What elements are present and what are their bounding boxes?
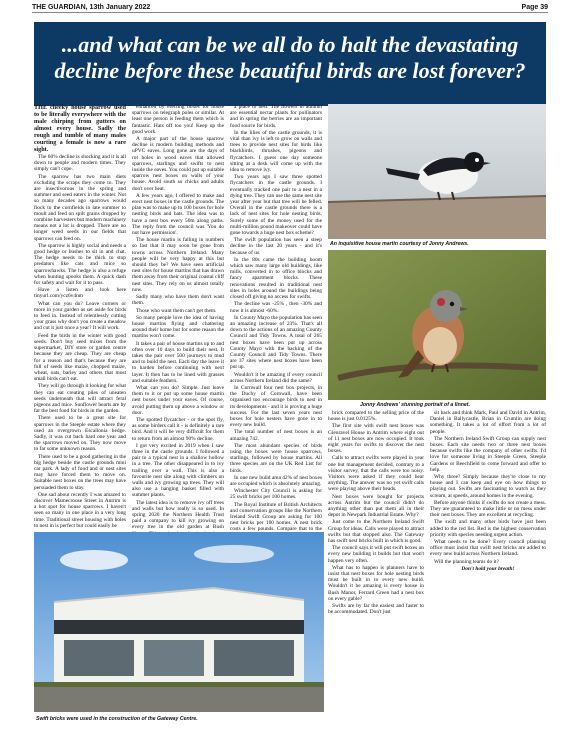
article-paragraph: a place to nest. The flowers in autumn are essential nectar plants for pollinators and in spring the berries are an important food source for birds. — [230, 104, 322, 129]
article-paragraph: They will go through it looking for what they can eat creating piles of uneaten seeds underneath that will attract feral pigeons and mice. Sunflower hearts are by far the best food for birds in the garden. — [34, 383, 126, 415]
article-column-4 — [328, 410, 424, 710]
article-paragraph: Have a listen and look here tinyurl.com/ycz6v4nm — [34, 287, 126, 300]
article-paragraph: The first site with swift nest boxes was Glenravel House in Antrim where eight out of 11 nest boxes are now occupied. It took eight years for swifts to discover the nest boxes. — [328, 423, 424, 455]
article-paragraph: Wouldn't it be amazing if every council across Northern Ireland did the same? — [230, 371, 322, 384]
masthead-paper: THE GUARDIAN, 13th January 2022 — [32, 3, 151, 11]
article-paragraph: Will the planning teams do it? — [434, 558, 499, 565]
article-paragraph: The swift and many other birds have just been added to the red list. Red is the highest conservation priority with species needing urgent action. — [430, 519, 546, 538]
article-paragraph: The spotted flycatcher - or the spot fly, as some birders call it - is definitely a rare bird. And it will be very difficult for them to return from an almost 90% decline. — [132, 416, 224, 442]
article-paragraph: The 60% decline is shocking and it is all down to people and modern times. They simply can't cope. — [34, 154, 126, 173]
article-paragraph: The Northern Ireland Swift Group can supply nest boxes. Each site needs two or three nest boxes because swifts like the company of other swifts. I'd love for someone living in Steeple Green, Steeple Gardens or Beechfield to come forward and offer to help. — [430, 435, 546, 473]
article-paragraph: What has to happen is planners have to insist that nest boxes for hole nesting birds must be built in to every new build. Wouldn't it be amazing is every house in Bush Manor, Ferrard Green had a nest box on every gable? — [328, 564, 424, 602]
linnet-caption: Jonny Andrews' stunning portrait of a linnet. — [360, 402, 470, 408]
article-paragraph: brick compared to the selling price of the house is just 0.0125%. — [328, 410, 424, 423]
masthead — [32, 2, 548, 13]
headline-line-1: ...and what can be we all do to halt the devastating — [61, 32, 519, 57]
article-paragraph: In the 80s came the building boom which saw many large old buildings, like mills, converted in to office blocks and fancy apartment blocks. These renovations resulted in traditional nest sites in holes around the buildings being closed off giving no access for swifts. — [230, 256, 322, 301]
article-paragraph: The swift population has seen a steep decline in the last 20 years - and it's because of us. — [230, 237, 322, 256]
article-paragraph: The most abundant species of birds using the boxes were house sparrows, starlings, followed by house martins. All three species are on the UK Red List for birds. — [230, 442, 322, 474]
headline-line-2: decline before these beautiful birds are lost forever? — [54, 58, 526, 83]
article-paragraph: The council says it will put swift boxes on every new building it builds but that won't happen very often. — [328, 545, 424, 564]
article-paragraph: So many people love the idea of having house martins flying and chattering around their home but for some reason the martins won't come. — [132, 314, 224, 340]
article-paragraph: There used to be a good gathering in the big hedge beside the castle grounds mini car park. A lady of food and or nest sites may have forced them to move on. Suitable nest boxes on the trees may have persuaded them to stay. — [34, 453, 126, 491]
article-paragraph: Swifts are by far the easiest and faster to be accommodated. Don't just — [328, 603, 424, 616]
article-paragraph: In County Mayo the population has seen an amazing increase of 23%. That's all down to the actions of an amazing County Council and Tidy Towns. A total of 265 nest boxes have been put up across County Mayo with the backing of the County Council and Tidy Towns. There are 37 sites where nest boxes have been put up. — [230, 314, 322, 371]
article-paragraph: What can you do? Simple. Just leave them to it or put up some house martin nest boxes under your eaves. Of course, avoid putting them up above a window or door. — [132, 384, 224, 416]
article-paragraph: Don't hold your breath! — [461, 565, 515, 572]
article-paragraph: Two years ago I saw three spotted flycatchers in the castle grounds. I eventually tracked one pair to a nest in a dying tree. They can use the same nest site year after year but that tree will be felled. Overall in the castle grounds there is a lack of nest sites for hole nesting birds. Surely some of the money used for the multi-million pound makeover could have gone towards a huge nest box scheme? — [230, 174, 322, 237]
article-paragraph: The latest idea is to remove ivy off trees and walls but how really is so used. In spring 2020 the Northern Health Trust paid a company to kill ivy growing on every tree in the old garden at Bush — [132, 499, 224, 531]
article-paragraph: sit back and think Mark, Paul and David in Antrim, Daniel in Ballycastle, Brian in Crumlin are doing something. It takes a lot of effort from a lot of people. — [430, 410, 546, 435]
article-paragraph: In the lilies of the castle grounds, it is vital than ivy is left to grow on walls and trees to provide nest sites for birds like blackbirds, thrushes, pigeons and flycatchers. I guess one day someone sitting at a desk will come up with the idea to remove ivy. — [230, 129, 322, 174]
article-paragraph: Just come to the Northern Ireland Swift Group for ideas. Calls were played to attract swifts but that stopped also. The Gateway has swift nest bricks built in which is good. — [328, 519, 424, 545]
article-paragraph: Why three? Simply because they're close to my house and I can keep and eye on how things to playing out. Swifts are fascinating to watch as they scream, at speeds, around homes in the evening. — [430, 474, 546, 499]
article-column-5 — [430, 410, 546, 710]
linnet-illustration — [328, 250, 546, 400]
article-paragraph: enhanced by erecting boxes for house sparrows on telegraph poles or similar. At least one person is feeding them which is fantastic. Hats off too you! Keep up the good work. — [132, 104, 224, 135]
article-paragraph: The total number of nest boxes is an amazing 742. — [230, 429, 322, 442]
article-paragraph: Calls to attract swifts were played in year one but management decided, contrary to a visitor survey, that the calls were too noisy. Visitors were asked if they could hear anything. The answer was no yet swift calls were playing above their heads. — [328, 455, 424, 493]
article-paragraph: What needs to be done? Every council planning office must insist that swift nest bricks are added to every new build across Northern Ireland. — [430, 539, 546, 558]
house-martin-caption: An inquisitive house martin courtesy of Jonny Andrews. — [330, 241, 469, 247]
house-martin-illustration — [328, 104, 546, 239]
article-paragraph: The decline was -25% , then -30% and now it is almost -60%. — [230, 301, 322, 314]
article-paragraph: There used to be a great site for sparrows in the Steeple estate where they used an overgrown Escallonia hedge. Sadly, it was cut back hard one year and the sparrows moved on. They now move to far some unknown reason. — [34, 415, 126, 453]
article-paragraph: I got very excited in 2019 when I saw three in the castle grounds. I followed a pair to a typical nest in a shallow hollow in a tree. The other disappeared in to ivy trailing over a wall. This is also a favourite nest site along with climbers on walls and ivy growing up trees. They will also use a hanging basket filled with summer plants. — [132, 442, 224, 499]
article-paragraph: In Cornwall four nest box projects, in the Duchy of Cornwall, have been organised too encourage birds to nest in its developments - and it is proving a huge success. For the last seven years nest boxes for hole nesters have gone in to every new build. — [230, 384, 322, 429]
article-paragraph: Winchester City Council is asking for 25 swift bricks per 100 homes. — [230, 488, 322, 501]
gateway-centre-caption: Swift bricks were used in the construction of the Gateway Centre. — [36, 716, 198, 722]
house-martin-photo — [328, 104, 546, 239]
article-paragraph: Those who want them can't get them. — [136, 307, 217, 314]
article-paragraph: One sad about recently I was amazed to discover Mamecroose Street in Antrim is a hot spot for house sparrows. I haven't seen so many in one place in a very long time. Traditional street housing with holes to nest in is perfect but could easily be — [34, 491, 126, 529]
article-paragraph: Feed the birds in the winter with good seeds. Don't buy seed mixes from the supermarket, DIY store or garden centre because they are cheap. They are cheap for a reason and that's because they are full of seeds like maize, chopped maize, wheat, oats, barley and others that most small birds can't eat. — [34, 332, 126, 383]
linnet-photo — [328, 250, 546, 400]
masthead-page-number: Page 39 — [521, 3, 548, 11]
article-paragraph: The sparrow has two main diets excluding the scraps they come to. They are insectivorous in the spring and summer and seed eaters in the winter. Not so many decades ago sparrows would flock to the cornfields in late summer to moult and feed on spilt grains dropped by combine harvesters but modern machinery means not a lot is dropped. There are no longer weed seeds in our fields that sparrows can feed on. — [34, 173, 126, 242]
article-paragraph: What can you do? Leave corners or more in your garden as set aside for birds to feed in. Instead of relentlessly cutting your grass why don't you create a meadow and cut it just once a year? It will work. — [34, 300, 126, 332]
article-paragraph: Sadly many who have them don't want them. — [132, 294, 224, 307]
article-paragraph: The house martin is falling in numbers so fast that it may soon be gone from towns across Northern Ireland. Many people will be very happy at this but should they be? We have seen artificial nest sites for house martins that has drawn them away from their original coastal cliff nest sites. They rely on us almost totally now. — [132, 237, 224, 293]
gateway-centre-photo — [34, 532, 324, 712]
article-paragraph: In one new build area 42% of nest boxes are occupied which is absolutely amazing. — [230, 474, 322, 487]
gateway-centre-illustration — [34, 532, 324, 712]
article-paragraph: The Royal Institute of British Architects and conservation groups like the Northern Ireland Swift Group are asking for 100 nest bricks per 100 homes. A nest brick costs a few pounds. Compare that to the — [230, 501, 322, 533]
article-column-3 — [230, 104, 322, 533]
article-paragraph: A few years ago, I offered to make and erect nest boxes in the castle grounds. The plan was to make up to 100 boxes for hole nesting birds and bats. The idea was to have a nest box every 50m along paths. The reply from the council was 'You do not have permission'. — [132, 192, 224, 237]
article-paragraph: The sparrow is highly social and needs a good hedge or bushes to sit in and chat. The hedge needs to be thick to stop predators like cats and mice so sparrowhawks. The hedge is also a refuge when hunting spooks them. A quick dash for safety and wait for it to pass. — [34, 242, 126, 287]
article-paragraph: A major part of the house sparrow decline is modern building methods and uPVC eaves. Long gone are the days of rot holes in wood eaves that allowed sparrows, starlings and swifts to nest inside the eaves. You could put up suitable sparrow nest boxes on walls of your house. Avoid south so chicks and adults don't over heat. — [132, 136, 224, 192]
article-paragraph: THE cheeky house sparrow used to be literally everywhere with the male chirping from gutters on almost every house. Sadly the rough and tumble of many males courting a female is now a rare sight. — [34, 104, 126, 153]
article-paragraph: Before anyone thinks if swifts do not create a mess. They are guaranteed to make little or no mess under their nest boxes. They are excellent at recycling. — [430, 499, 546, 519]
article-paragraph: It takes a pair of house martins up to and often over 10 days to build their nest. It takes the pair over 500 journeys to mud and to build the nest. Each day the leave it to harden before continuing with next layer. It then has to be lined with grasses and suitable feathers. — [132, 340, 224, 384]
article-paragraph: Nest boxes were bought for projects across Antrim but the council didn't do anything other than put them all in their depot in Newpark Industrial Estate. Why? — [328, 493, 424, 519]
headline-banner — [34, 22, 546, 106]
